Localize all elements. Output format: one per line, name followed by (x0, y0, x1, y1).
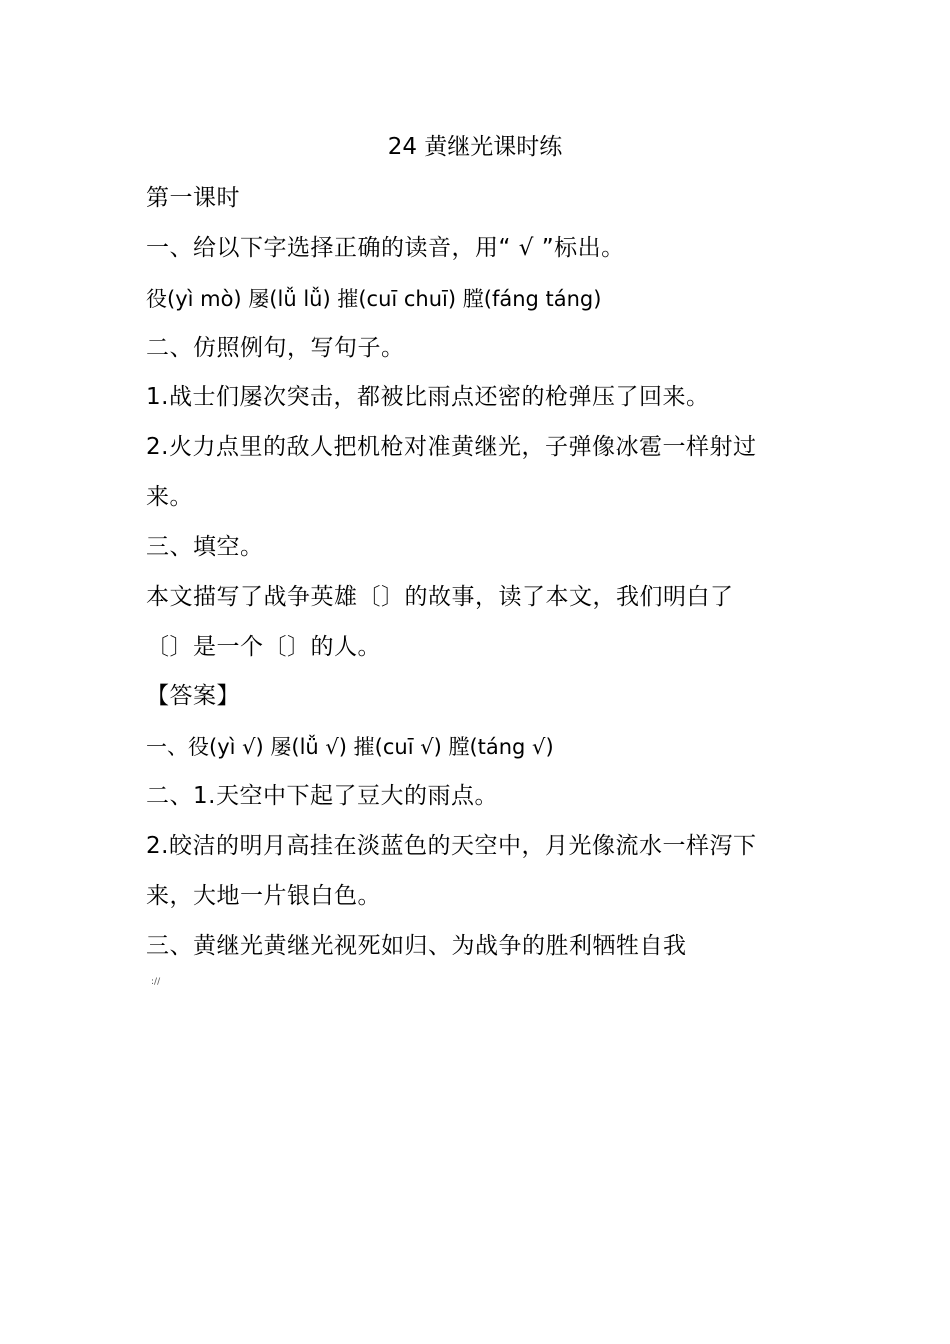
document-title: 24 黄继光课时练 (387, 134, 563, 160)
question-2-heading: 二、仿照例句，写句子。 (146, 335, 405, 361)
answer-3: 三、黄继光黄继光视死如归、为战争的胜利牺牲自我 (146, 933, 687, 959)
lesson-heading: 第一课时 (146, 185, 240, 211)
question-1-heading: 一、给以下字选择正确的读音，用“ √ ”标出。 (146, 235, 625, 261)
answer-2-2: 2.皎洁的明月高挂在淡蓝色的天空中，月光像流水一样泻下 (146, 833, 757, 859)
question-2-example-1: 1.战士们屡次突击，都被比雨点还密的枪弹压了回来。 (146, 384, 710, 410)
footnote-text: :// (151, 977, 161, 987)
question-1-options: 役(yì mò) 屡(lǚ lǚ) 摧(cuī chuī) 膛(fáng táng) (146, 287, 602, 311)
question-3-text-cont: 〔〕是一个〔〕的人。 (146, 634, 381, 660)
question-2-example-2-cont: 来。 (146, 484, 193, 510)
question-2-example-2: 2.火力点里的敌人把机枪对准黄继光，子弹像冰雹一样射过 (146, 434, 757, 460)
answer-1: 一、役(yì √) 屡(lǚ √) 摧(cuī √) 膛(táng √) (146, 735, 554, 759)
question-3-text: 本文描写了战争英雄〔〕的故事，读了本文，我们明白了 (146, 584, 734, 610)
answer-heading: 【答案】 (146, 683, 240, 709)
question-3-heading: 三、填空。 (146, 534, 264, 560)
answer-2-2-cont: 来，大地一片银白色。 (146, 883, 381, 909)
answer-2-1: 二、1.天空中下起了豆大的雨点。 (146, 783, 498, 809)
